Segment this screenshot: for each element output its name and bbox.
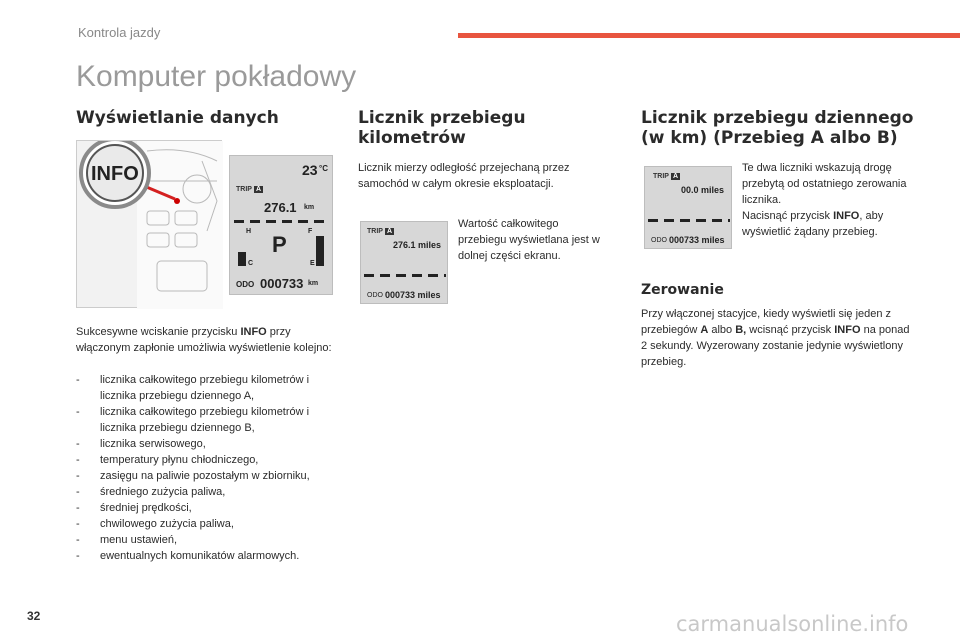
display-sequence-list	[76, 372, 346, 564]
gear-indicator: P	[272, 232, 287, 257]
odo-value: 000733 miles	[385, 290, 441, 300]
odo-label: ODO	[367, 292, 383, 299]
list-item: - menu ustawień,	[76, 532, 346, 548]
col3-side-text: Te dwa liczniki wskazują drogę przebytą od ostatniego zerowania licznika. Nacisnąć przycisk INFO, aby wyświetlić żądany przebieg.	[742, 162, 907, 238]
trip-tag: TRIP	[367, 228, 383, 235]
list-item: - licznika serwisowego,	[76, 436, 346, 452]
col1-heading: Wyświetlanie danych	[76, 108, 279, 128]
list-item: - średniej prędkości,	[76, 500, 346, 516]
list-item: - temperatury płynu chłodniczego,	[76, 452, 346, 468]
lcd-display-trip	[644, 166, 732, 249]
reset-text: Przy włączonej stacyjce, kiedy wyświetli się jeden z przebiegów A albo B, wcisnąć przycisk INFO na ponad 2 sekundy. Wyzerowany zostanie jedynie wyświetlony przebieg.	[641, 308, 910, 368]
col3-heading: Licznik przebiegu dziennego (w km) (Przebieg A albo B)	[641, 108, 914, 148]
list-item: - ewentualnych komunikatów alarmowych.	[76, 548, 346, 564]
temperature-gauge-bar	[238, 252, 246, 266]
odo-label: ODO	[651, 237, 667, 244]
col1-intro: Sukcesywne wciskanie przycisku INFO przy włączonym zapłonie umożliwia wyświetlenie kolejno:	[76, 326, 332, 354]
trip-unit: km	[304, 204, 315, 211]
temperature-unit: °C	[319, 164, 328, 173]
gauge-h-label: H	[246, 228, 252, 235]
page-title: Komputer pokładowy	[76, 60, 357, 93]
gauge-c-label: C	[248, 260, 254, 267]
list-item: - zasięgu na paliwie pozostałym w zbiorniku,	[76, 468, 346, 484]
trip-value: 00.0 miles	[681, 185, 725, 195]
odo-unit: km	[308, 280, 319, 287]
lcd-separator	[648, 219, 730, 222]
col2-text: Licznik mierzy odległość przejechaną przez samochód w całym okresie eksploatacji.	[358, 162, 570, 190]
page-number: 32	[27, 609, 41, 623]
lcd-separator	[234, 220, 328, 223]
trip-value: 276.1 miles	[393, 240, 442, 250]
trip-letter: A	[387, 228, 393, 235]
header-accent-line	[458, 33, 960, 38]
odo-value: 000733	[260, 276, 304, 291]
gauge-f-label: F	[308, 228, 313, 235]
trip-tag: TRIP	[653, 173, 669, 180]
list-item: - licznika całkowitego przebiegu kilometrów i licznika przebiegu dziennego B,	[76, 404, 346, 436]
watermark: carmanualsonline.info	[676, 612, 909, 636]
list-item: - średniego zużycia paliwa,	[76, 484, 346, 500]
list-item: - chwilowego zużycia paliwa,	[76, 516, 346, 532]
header-section: Kontrola jazdy	[78, 25, 161, 40]
lcd-display-odometer	[360, 221, 448, 304]
trip-tag: TRIP	[236, 186, 252, 193]
col2-heading: Licznik przebiegu kilometrów	[358, 108, 526, 148]
list-item: - licznika całkowitego przebiegu kilometrów i licznika przebiegu dziennego A,	[76, 372, 346, 404]
fuel-gauge-bar	[316, 236, 324, 266]
odo-value: 000733 miles	[669, 235, 725, 245]
odo-label: ODO	[236, 280, 255, 289]
trip-letter: A	[673, 173, 679, 180]
col2-side-text: Wartość całkowitego przebiegu wyświetlana jest w dolnej części ekranu.	[458, 218, 600, 262]
info-button-label: INFO	[91, 163, 139, 185]
dashboard-illustration	[76, 140, 222, 308]
trip-letter: A	[256, 186, 262, 193]
gauge-e-label: E	[310, 260, 315, 267]
trip-value: 276.1	[264, 200, 297, 215]
lcd-separator	[364, 274, 446, 277]
lcd-display-main	[229, 155, 333, 295]
temperature-value: 23	[302, 162, 318, 178]
reset-heading: Zerowanie	[641, 282, 724, 298]
